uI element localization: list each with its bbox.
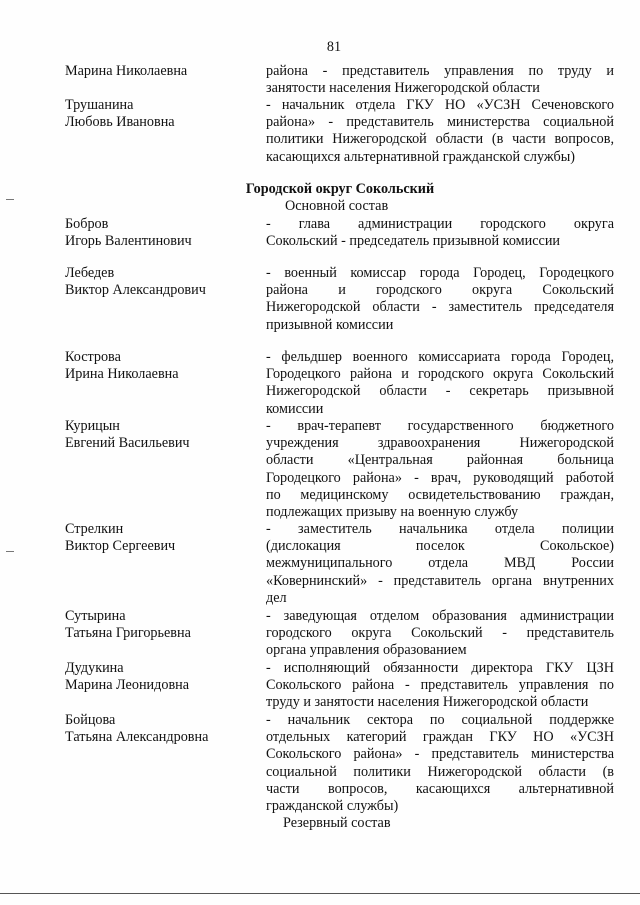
member-role-line: - заместитель начальника отдела полиции <box>266 521 614 537</box>
member-role-line: - фельдшер военного комиссариата города Городец, <box>266 349 614 365</box>
member-name-line: Марина Леонидовна <box>65 677 190 694</box>
member-role-line: «Ковернинский» - представитель органа внутренних <box>266 572 614 589</box>
main-composition-title: Основной состав <box>285 198 389 214</box>
member-name-line: Татьяна Григорьевна <box>65 625 191 642</box>
member-name-line: Кострова <box>65 349 121 365</box>
member-name <box>65 608 255 642</box>
member-name <box>65 418 255 452</box>
member-role-line: занятости населения Нижегородской области <box>266 80 540 97</box>
member-role-line: Сокольского района - представитель управления по <box>266 677 614 694</box>
member-role <box>266 608 614 660</box>
member-role-line: социальной политики Нижегородской области (в <box>266 763 614 780</box>
member-name <box>65 265 255 299</box>
member-role-line: комиссии <box>266 400 324 417</box>
reserve-composition-title: Резервный состав <box>283 815 391 831</box>
member-role-line: - начальник сектора по социальной поддержке <box>266 712 614 728</box>
member-role-line: района и городского округа Сокольский <box>266 282 614 299</box>
member-name <box>65 97 255 131</box>
member-role-line: призывной комиссии <box>266 316 394 333</box>
member-role-line: области «Центральная районная больница <box>266 452 614 469</box>
member-role-line: - врач-терапевт государственного бюджетного <box>266 418 614 434</box>
member-name <box>65 712 255 746</box>
member-name-line: Татьяна Александровна <box>65 729 209 746</box>
member-role-line: части вопросов, касающихся альтернативной <box>266 780 614 797</box>
member-role-line: по медицинскому освидетельствованию граждан, <box>266 486 614 503</box>
member-role <box>266 216 614 250</box>
member-role-line: политики Нижегородской области (в части вопросов, <box>266 131 614 148</box>
member-name <box>65 63 255 80</box>
member-name-line: Ирина Николаевна <box>65 366 179 383</box>
scan-margin-mark <box>6 199 14 200</box>
member-name <box>65 349 255 383</box>
member-role-line: дел <box>266 589 287 606</box>
member-role-line: - глава администрации городского округа <box>266 216 614 232</box>
member-role-line: касающихся альтернативной гражданской службы) <box>266 148 575 165</box>
member-role-line: гражданской службы) <box>266 798 399 815</box>
member-name-line: Игорь Валентинович <box>65 233 192 250</box>
member-role-line: Городецкого района» - врач, руководящий работой <box>266 469 614 486</box>
member-name-line: Сутырина <box>65 608 126 624</box>
member-name-line: Трушанина <box>65 97 134 113</box>
member-role-line: Сокольского района» - представитель министерства <box>266 746 614 763</box>
member-name-line: Евгений Васильевич <box>65 435 190 452</box>
member-name-line: Дудукина <box>65 660 124 676</box>
member-name-line: Бойцова <box>65 712 116 728</box>
member-name-line: Марина Николаевна <box>65 63 188 79</box>
member-role-line: органа управления образованием <box>266 642 467 659</box>
member-role-line: Нижегородской области - заместитель председателя <box>266 299 614 316</box>
member-name <box>65 216 255 250</box>
member-name-line: Любовь Ивановна <box>65 114 175 131</box>
member-name-line: Курицын <box>65 418 120 434</box>
member-role <box>266 712 614 815</box>
member-role <box>266 265 614 334</box>
member-role-line: - заведующая отделом образования администрации <box>266 608 614 624</box>
member-role <box>266 660 614 712</box>
member-role-line: района» - представитель министерства социальной <box>266 114 614 131</box>
member-role-line: (дислокация поселок Сокольское) <box>266 538 614 555</box>
member-role-line: городского округа Сокольский - представитель <box>266 625 614 642</box>
member-role-line: - исполняющий обязанности директора ГКУ ЦЗН <box>266 660 614 676</box>
member-role-line: подлежащих призыву на военную службу <box>266 504 519 521</box>
member-name <box>65 660 255 694</box>
section-title: Городской округ Сокольский <box>245 181 435 197</box>
member-role-line: Городецкого района и городского округа Сокольский <box>266 366 614 383</box>
member-role-line: района - представитель управления по труду и <box>266 63 614 79</box>
member-role-line: Сокольский - председатель призывной комиссии <box>266 233 561 250</box>
member-role-line: Нижегородской области - секретарь призывной <box>266 383 614 400</box>
member-role <box>266 97 614 166</box>
member-name-line: Виктор Александрович <box>65 282 206 299</box>
member-role-line: - начальник отдела ГКУ НО «УСЗН Сеченовского <box>266 97 614 113</box>
member-role-line: межмуниципального отдела МВД России <box>266 555 614 572</box>
page-number: 81 <box>326 39 342 55</box>
scan-margin-mark <box>6 551 14 552</box>
member-name-line: Бобров <box>65 216 109 232</box>
member-role <box>266 63 614 97</box>
member-role-line: учреждения здравоохранения Нижегородской <box>266 435 614 452</box>
member-role-line: отдельных категорий граждан ГКУ НО «УСЗН <box>266 729 614 746</box>
member-name-line: Лебедев <box>65 265 115 281</box>
member-role <box>266 418 614 521</box>
member-role <box>266 349 614 418</box>
member-name-line: Стрелкин <box>65 521 124 537</box>
member-name-line: Виктор Сергеевич <box>65 538 176 555</box>
member-role-line: труду и занятости населения Нижегородской области <box>266 694 589 711</box>
member-role <box>266 521 614 607</box>
member-role-line: - военный комиссар города Городец, Городецкого <box>266 265 614 281</box>
page-bottom-rule <box>0 893 640 894</box>
member-name <box>65 521 255 555</box>
